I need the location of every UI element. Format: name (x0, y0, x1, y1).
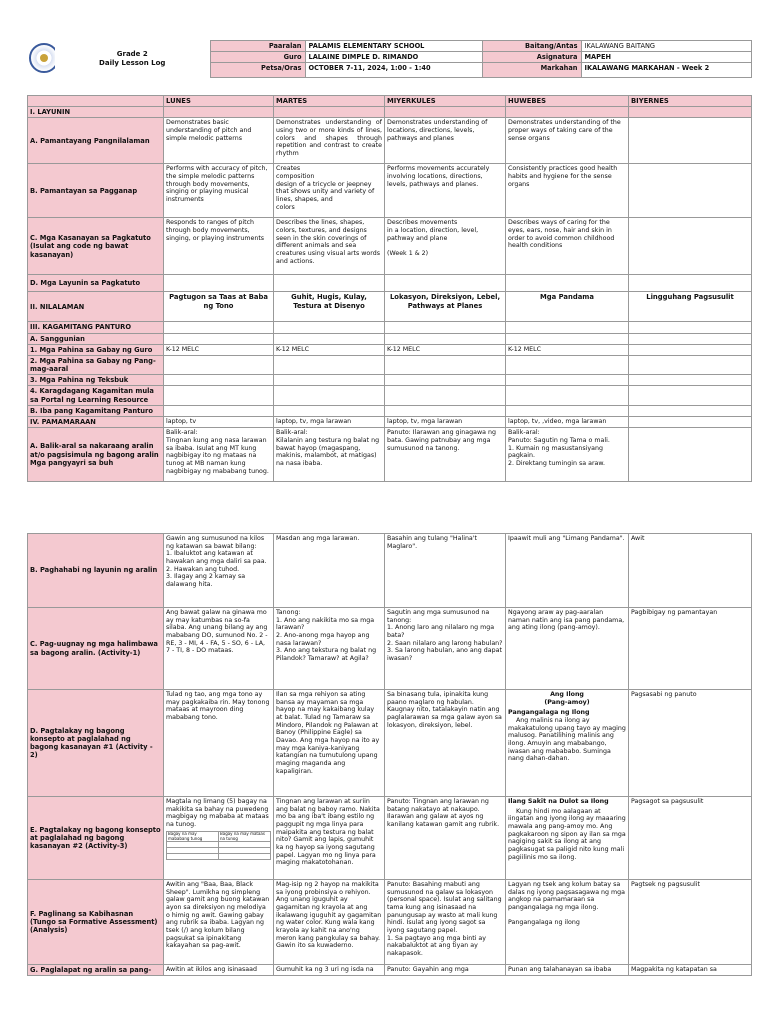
table-row (28, 344, 752, 355)
table-cell (629, 218, 752, 275)
row-label: B. Iba pang Kagamitang Panturo (28, 405, 164, 416)
table-cell: Lokasyon, Direksiyon, Lebel, Pathways at Planes (385, 292, 506, 322)
table-cell: Panuto: Basahing mabuti ang sumusunod na galaw sa lokasyon (personal space). Isulat ang salitang tama kung ang isinasaad na panungusap ay wasto at mali kung hindi. Isulat ang iyong sagot sa iyong sagutang papel. 1. Sa pagtayo ang mga binti ay nakabaluktot at ang tiyan ay nakapasok. (385, 880, 506, 965)
table-cell: Sagutin ang mga sumusunod na tanong: 1. Anong laro ang nilalaro ng mga bata? 2. Saan nilalaro ang larong habulan? 3. Sa larong habulan, ano ang dapat iwasan? (385, 608, 506, 690)
school-value: PALAMIS ELEMENTARY SCHOOL (305, 41, 482, 52)
table-cell: Demonstrates understanding of using two or more kinds of lines, colors and shapes through repetition and contrast to create rhythm (274, 118, 385, 164)
lesson-log-title (55, 41, 210, 78)
lesson-log-continuation-table (27, 533, 752, 976)
row-label: B. Pamantayan sa Pagganap (28, 164, 164, 218)
table-cell: Demonstrates understanding of locations, directions, levels, pathways and planes (385, 118, 506, 164)
table-cell: Pagsagot sa pagsusulit (629, 797, 752, 880)
table-cell: Masdan ang mga larawan. (274, 534, 385, 608)
days-header-row (28, 96, 752, 107)
table-cell: Magpakita ng katapatan sa (629, 965, 752, 976)
day-thursday: HUWEBES (506, 96, 629, 107)
table-cell: Mga Pandama (506, 292, 629, 322)
table-row (28, 690, 752, 797)
table-row (28, 797, 752, 880)
table-cell: Tulad ng tao, ang mga tono ay may pagkakaiba rin. May tonong mataas at mayroon ding mababang tono. (164, 690, 274, 797)
table-cell: K-12 MELC (385, 344, 506, 355)
table-cell (629, 417, 752, 428)
table-row (28, 386, 752, 405)
row-label: G. Paglalapat ng aralin sa pang- (28, 965, 164, 976)
row-label: 4. Karagdagang Kagamitan mula sa Portal ng Learning Resource (28, 386, 164, 405)
table-cell: Panuto: Ilarawan ang ginagawa ng bata. Gawing patnubay ang mga sumusunod na tanong. (385, 428, 506, 482)
subject-label: Asignatura (482, 52, 581, 63)
table-cell: Tanong: 1. Ano ang nakikita mo sa mga larawan? 2. Ano-anong mga hayop ang nasa larawan? 3. Ano ang tekstura ng balat ng Pilandok? Tamaraw? at Agila? (274, 608, 385, 690)
log-title: Daily Lesson Log (99, 59, 166, 68)
school-label: Paaralan (210, 41, 305, 52)
table-row (28, 275, 752, 292)
grade-label: Baitang/Antas (482, 41, 581, 52)
table-cell: Gumuhit ka ng 3 uri ng isda na (274, 965, 385, 976)
table-cell: K-12 MELC (274, 344, 385, 355)
table-cell: Ipaawit muli ang "Limang Pandama". (506, 534, 629, 608)
day-tuesday: MARTES (274, 96, 385, 107)
table-cell: Awitin ang "Baa, Baa, Black Sheep". Lumikha ng simpleng galaw gamit ang buong katawan ayon sa direksiyon ng melodiya o himig ng awit. Gawing gabay ang rubrik sa ibaba. Lagyan ng tsek (/) ang kolum bilang pagsukat sa ipinakitang kakayahan sa pag-awit. (164, 880, 274, 965)
table-row (28, 417, 752, 428)
table-cell: Pagtugon sa Taas at Baba ng Tono (164, 292, 274, 322)
table-cell: Lagyan ng tsek ang kolum batay sa dalas ng iyong pagsasagawa ng mga angkop na pamamaraan sa pangangalaga ng mga ilong. Pangangalaga ng ilong (506, 880, 629, 965)
e-instruction: Magtala ng limang (5) bagay na makikita sa bahay na puwedeng magbigay ng mababa at mataas na tunog. (166, 798, 269, 829)
quarter-label: Markahan (482, 63, 581, 78)
table-cell: Panuto: Gayahin ang mga (385, 965, 506, 976)
row-label: F. Paglinang sa Kabihasnan (Tungo sa Formative Assessment) (Analysis) (28, 880, 164, 965)
table-row (28, 292, 752, 322)
table-cell: Balik-aral: Panuto: Sagutin ng Tama o mali. 1. Kumain ng masustansiyang pagkain. 2. Direktang tumingin sa araw. (506, 428, 629, 482)
table-cell (629, 344, 752, 355)
table-cell (164, 797, 274, 880)
day-wednesday: MIYERKULES (385, 96, 506, 107)
row-label: A. Pamantayang Pangnilalaman (28, 118, 164, 164)
table-row (28, 405, 752, 416)
table-cell: laptop, tv, ,video, mga larawan (506, 417, 629, 428)
table-cell: Sa binasang tula, ipinakita kung paano maglaro ng habulan. Kaugnay nito, tatalakayin natin ang paglalarawan sa mga galaw ayon sa lokasyon, direksiyon, lebel. (385, 690, 506, 797)
table-cell: Ilan sa mga rehiyon sa ating bansa ay mayaman sa mga hayop na may kakaibang kulay at balat. Tulad ng Tamaraw sa Mindoro, Pilandok ng Palawan at Banoy (Philippine Eagle) sa Davao. Ang mga hayop na ito ay may mga kaniya-kaniyang katangian na tumutulong upang maging maganda ang kapaligiran. (274, 690, 385, 797)
table-cell: Ngayong araw ay pag-aaralan naman natin ang isa pang pandama, ang ating ilong (pang-amoy). (506, 608, 629, 690)
row-label: IV. PAMAMARAAN (28, 417, 164, 428)
subject-value: MAPEH (581, 52, 751, 63)
grade-value: IKALAWANG BAITANG (581, 41, 751, 52)
table-cell: Awit (629, 534, 752, 608)
table-cell: Balik-aral: Tingnan kung ang nasa larawan sa ibaba. Isulat ang MT kung nagbibigay ito ng mataas na tunog at MB naman kung nagbibigay ng mababang tunog. (164, 428, 274, 482)
ilong-heading: Pangangalaga ng Ilong (508, 709, 590, 717)
deped-seal-icon (29, 43, 55, 73)
mini-header-low: Bagay na may mababang tunog (167, 831, 219, 842)
corner-cell (28, 96, 164, 107)
row-label: 3. Mga Pahina ng Teksbuk (28, 375, 164, 386)
table-row (28, 322, 752, 333)
table-cell: Basahin ang tulang "Halina't Maglaro". (385, 534, 506, 608)
mini-header-high: Bagay na may mataas na tunog (219, 831, 271, 842)
row-label: B. Paghahabi ng layunin ng aralin (28, 534, 164, 608)
table-cell (629, 164, 752, 218)
table-cell: K-12 MELC (164, 344, 274, 355)
table-cell: Guhit, Hugis, Kulay, Testura at Disenyo (274, 292, 385, 322)
table-cell: Panuto: Tingnan ang larawan ng batang nakatayo at nakaupo. Ilarawan ang galaw at ayos ng kanilang katawan gamit ang rubrik. (385, 797, 506, 880)
table-cell: Gawin ang sumusunod na kilos ng katawan sa bawat bilang: 1. Ibaluktot ang katawan at hawakan ang mga daliri sa paa. 2. Hawakan ang tuhod. 3. Ilagay ang 2 kamay sa dalawang hita. (164, 534, 274, 608)
table-cell: Pagtsek ng pagsusulit (629, 880, 752, 965)
table-cell (506, 797, 629, 880)
row-label: C. Mga Kasanayan sa Pagkatuto (Isulat ang code ng bawat kasanayan) (28, 218, 164, 275)
table-cell: Performs movements accurately involving locations, directions, levels, pathways and planes. (385, 164, 506, 218)
date-value: OCTOBER 7-11, 2024, 1:00 - 1:40 (305, 63, 482, 78)
table-cell: Lingguhang Pagsusulit (629, 292, 752, 322)
table-row (28, 118, 752, 164)
grade-title: Grade 2 (116, 49, 148, 58)
table-row (28, 218, 752, 275)
table-cell: laptop, tv (164, 417, 274, 428)
table-row (28, 880, 752, 965)
table-cell: Pagsasabi ng panuto (629, 690, 752, 797)
table-cell: Performs with accuracy of pitch, the simple melodic patterns through body movements, singing or playing musical instruments (164, 164, 274, 218)
row-label: C. Pag-uugnay ng mga halimbawa sa bagong aralin. (Activity-1) (28, 608, 164, 690)
day-friday: BIYERNES (629, 96, 752, 107)
table-cell: Balik-aral: Kilalanin ang testura ng balat ng bawat hayop (magaspang, makinis, malambot, at matigas) na nasa ibaba. (274, 428, 385, 482)
row-label: D. Pagtalakay ng bagong konsepto at paglalahad ng bagong kasanayan #1 (Activity - 2) (28, 690, 164, 797)
table-row (28, 428, 752, 482)
table-cell (629, 118, 752, 164)
table-row (28, 965, 752, 976)
table-cell: Describes movements in a location, direction, level, pathway and plane (Week 1 & 2) (385, 218, 506, 275)
table-cell: Demonstrates understanding of the proper ways of taking care of the sense organs (506, 118, 629, 164)
sakit-title: Ilang Sakit na Dulot sa Ilong (508, 798, 609, 805)
table-cell: Consistently practices good health habits and hygiene for the sense organs (506, 164, 629, 218)
table-cell (629, 428, 752, 482)
table-cell: Demonstrates basic understanding of pitch and simple melodic patterns (164, 118, 274, 164)
table-cell: laptop, tv, mga larawan (385, 417, 506, 428)
table-cell: Mag-isip ng 2 hayop na makikita sa iyong probinsiya o rehiyon. Ang unang iguguhit ay gagamitan ng krayola at ang ikalawang iguguhit ay gagamitan ng water color. Kung wala kang krayola ay kahit na ano'ng meron kang pangkulay sa bahay. Gawin ito sa kuwaderno. (274, 880, 385, 965)
teacher-value: LALAINE DIMPLE D. RIMANDO (305, 52, 482, 63)
table-row (28, 355, 752, 374)
row-label: A. Sanggunian (28, 333, 164, 344)
row-label: E. Pagtalakay ng bagong konsepto at paglalahad ng bagong kasanayan #2 (Activity-3) (28, 797, 164, 880)
table-cell (506, 690, 629, 797)
table-cell: K-12 MELC (506, 344, 629, 355)
row-label: III. KAGAMITANG PANTURO (28, 322, 164, 333)
row-label: II. NILALAMAN (28, 292, 164, 322)
header-table (27, 40, 752, 78)
table-cell: Tingnan ang larawan at suriin ang balat ng baboy ramo. Nakita mo ba ang iba't ibang estilo ng paggupit ng mga linya para maipakita ang testura ng balat nito? Gamit ang lapis, gumuhit ka ng hayop sa iyong sagutang papel. Lagyan mo ng linya para maging makatotohanan. (274, 797, 385, 880)
layunin-heading: I. LAYUNIN (28, 107, 164, 118)
date-label: Petsa/Oras (210, 63, 305, 78)
table-cell: Ang bawat galaw na ginawa mo ay may katumbas na so-fa silaba. Ang unang bilang ay ang mababang DO, sumunod No. 2 - RE, 3 - MI, 4 - FA, 5 - SO, 6 - LA, 7 - TI, 8 - DO mataas. (164, 608, 274, 690)
ilong-subtitle: (Pang-amoy) (544, 698, 590, 706)
table-row (28, 375, 752, 386)
row-label: D. Mga Layunin sa Pagkatuto (28, 275, 164, 292)
table-row (28, 534, 752, 608)
table-cell: laptop, tv, mga larawan (274, 417, 385, 428)
table-cell: Creates composition design of a tricycle or jeepney that shows unity and variety of lines, shapes, and colors (274, 164, 385, 218)
table-cell: Pagbibigay ng pamantayan (629, 608, 752, 690)
lesson-log-table (27, 95, 752, 482)
row-label: 2. Mga Pahina sa Gabay ng Pang-mag-aaral (28, 355, 164, 374)
table-row (28, 608, 752, 690)
table-cell: Describes the lines, shapes, colors, textures, and designs seen in the skin coverings of different animals and sea creatures using visual arts words and actions. (274, 218, 385, 275)
table-row (28, 164, 752, 218)
table-cell: Punan ang talahanayan sa ibaba (506, 965, 629, 976)
table-row (28, 333, 752, 344)
day-monday: LUNES (164, 96, 274, 107)
sakit-body: Kung hindi mo aalagaan at iingatan ang iyong ilong ay maaaring mawala ang pang-amoy mo. Ang pagkakaroon ng sipon ay ilan sa mga nagiging sakit sa ilong at ang pagkasugat sa paligid nito kung mali pagiilinis mo sa ilong. (508, 807, 626, 861)
row-label: 1. Mga Pahina sa Gabay ng Guro (28, 344, 164, 355)
teacher-label: Guro (210, 52, 305, 63)
table-cell: Responds to ranges of pitch through body movements, singing, or playing instruments (164, 218, 274, 275)
quarter-value: IKALAWANG MARKAHAN - Week 2 (581, 63, 751, 78)
table-cell: Describes ways of caring for the eyes, ears, nose, hair and skin in order to avoid common childhood health conditions (506, 218, 629, 275)
ilong-body: Ang malinis na ilong ay makakatulong upang tayo ay maging malusog. Panatilihing malinis ang ilong. Amuyin ang mababango, iwasan ang mabababo. Suminga nang dahan-dahan. (508, 717, 626, 763)
table-cell: Awitin at ikilos ang isinasaad (164, 965, 274, 976)
ilong-title: Ang Ilong (550, 691, 584, 698)
logo-cell (27, 41, 55, 78)
sound-table-image (166, 831, 271, 861)
row-label: A. Balik-aral sa nakaraang aralin at/o pagsisimula ng bagong aralin Mga pangyayri sa buh (28, 428, 164, 482)
